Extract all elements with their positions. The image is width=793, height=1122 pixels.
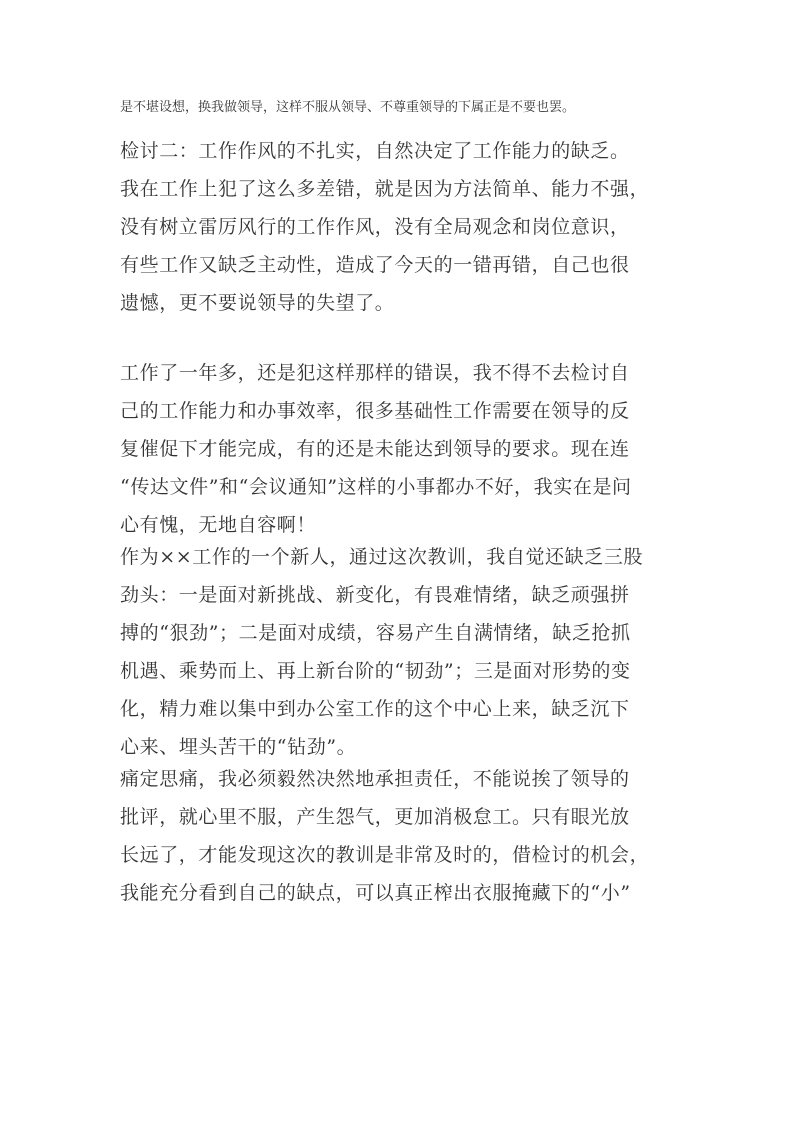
paragraph-line: 有些工作又缺乏主动性，造成了今天的一错再错，自己也很 <box>120 254 630 276</box>
paragraph-line: 机遇、乘势而上、再上新台阶的“韧劲”；三是面对形势的变 <box>120 660 631 682</box>
paragraph-line: 我在工作上犯了这么多差错，就是因为方法简单、能力不强， <box>120 178 650 200</box>
paragraph-responsibility <box>120 760 680 912</box>
paragraph-line: 长远了，才能发现这次的教训是非常及时的，借检讨的机会， <box>120 844 650 866</box>
paragraph-work-efficiency <box>120 354 680 544</box>
paragraph-line: 心有愧，无地自容啊！ <box>120 514 317 536</box>
paragraph-line: 痛定思痛，我必须毅然决然地承担责任，不能说挨了领导的 <box>120 768 630 790</box>
paragraph-line: 检讨二：工作作风的不扎实，自然决定了工作能力的缺乏。 <box>120 140 630 162</box>
paragraph-line: 没有树立雷厉风行的工作作风，没有全局观念和岗位意识， <box>120 216 630 238</box>
paragraph-review-two <box>120 132 680 322</box>
intro-line: 是不堪设想，换我做领导，这样不服从领导、不尊重领导的下属正是不要也罢。 <box>120 100 576 115</box>
paragraph-line: 心来、埋头苦干的“钻劲”。 <box>120 736 357 758</box>
paragraph-line: 劲头：一是面对新挑战、新变化，有畏难情绪，缺乏顽强拼 <box>120 584 630 606</box>
paragraph-line: 化，精力难以集中到办公室工作的这个中心上来，缺乏沉下 <box>120 698 630 720</box>
paragraph-line: 作为××工作的一个新人，通过这次教训，我自觉还缺乏三股 <box>120 546 644 568</box>
paragraph-line: 遗憾，更不要说领导的失望了。 <box>120 292 395 314</box>
paragraph-line: 复催促下才能完成，有的还是未能达到领导的要求。现在连 <box>120 438 630 460</box>
paragraph-line: “传达文件”和“会议通知”这样的小事都办不好，我实在是问 <box>120 476 632 498</box>
paragraph-three-drives <box>120 538 680 766</box>
paragraph-line: 己的工作能力和办事效率，很多基础性工作需要在领导的反 <box>120 400 630 422</box>
paragraph-line: 工作了一年多，还是犯这样那样的错误，我不得不去检讨自 <box>120 362 630 384</box>
paragraph-line: 搏的“狠劲”；二是面对成绩，容易产生自满情绪，缺乏抢抓 <box>120 622 631 644</box>
paragraph-line: 我能充分看到自己的缺点，可以真正榨出衣服掩藏下的“小” <box>120 882 631 904</box>
paragraph-line: 批评，就心里不服，产生怨气，更加消极怠工。只有眼光放 <box>120 806 630 828</box>
